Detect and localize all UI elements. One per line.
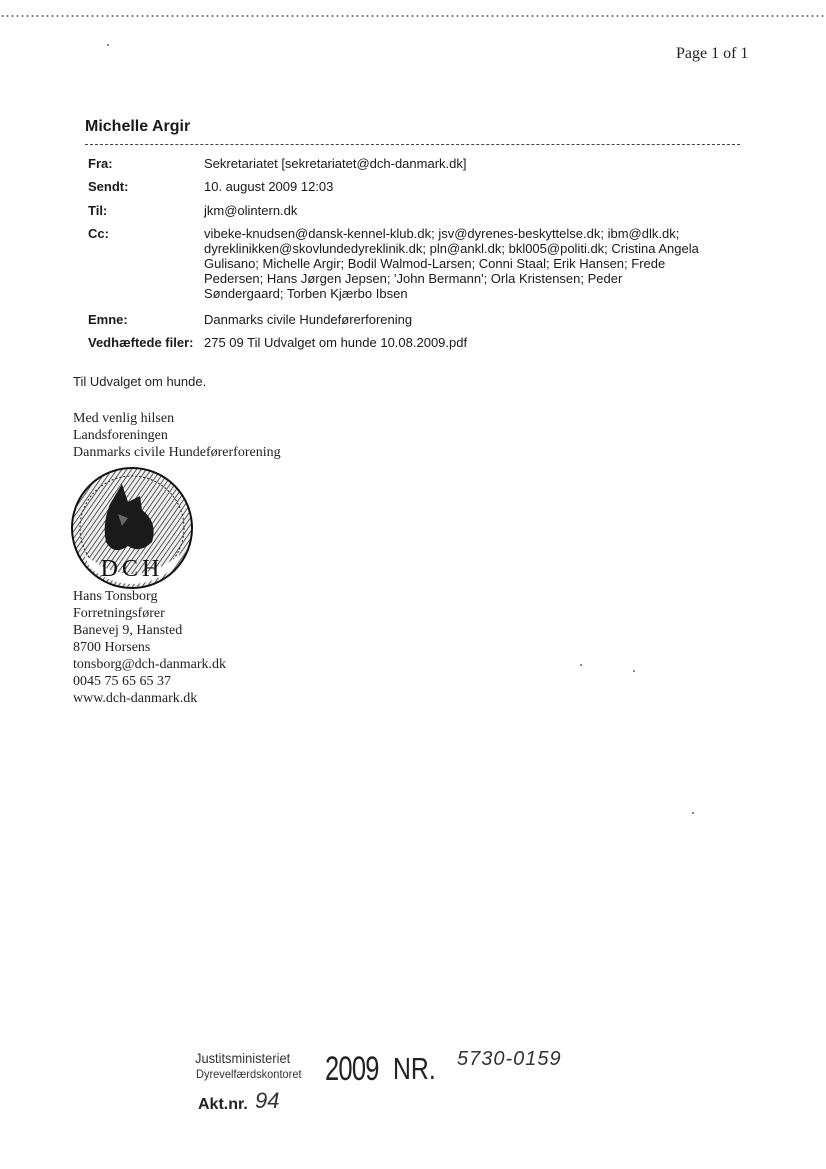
attachment-link[interactable]: 275 09 Til Udvalget om hunde 10.08.2009.pdf — [204, 335, 468, 350]
header-from-label: Fra: — [88, 156, 113, 171]
header-to-value: jkm@olintern.dk — [204, 203, 298, 218]
page-number: Page 1 of 1 — [676, 45, 749, 62]
greeting-line: Med venlig hilsen — [73, 411, 175, 426]
cc-line: dyreklinikken@skovlundedyreklinik.dk; pln@ankl.dk; bkl005@politi.dk; Cristina Angela — [204, 241, 699, 256]
scan-speck — [107, 44, 109, 46]
stamp-nr-label: NR. — [393, 1051, 436, 1086]
cc-line: Gulisano; Michelle Argir; Bodil Walmod-Larsen; Conni Staal; Erik Hansen; Frede — [204, 256, 666, 271]
cc-line: Pedersen; Hans Jørgen Jepsen; 'John Bermann'; Orla Kristensen; Peder — [204, 271, 623, 286]
header-subject-label: Emne: — [88, 312, 128, 327]
stamp-office: Dyrevelfærdskontoret — [196, 1067, 302, 1081]
header-sent-label: Sendt: — [88, 179, 129, 194]
stamp-journal-number: 5730-0159 — [457, 1048, 562, 1070]
contact-website[interactable]: www.dch-danmark.dk — [73, 691, 198, 706]
header-divider — [85, 144, 740, 147]
sender-name: Michelle Argir — [85, 118, 191, 135]
signature-contact — [73, 588, 226, 707]
scan-speck — [580, 664, 582, 666]
contact-phone: 0045 75 65 65 37 — [73, 674, 171, 689]
stamp-ministry: Justitsministeriet — [195, 1050, 291, 1066]
header-from-value: Sekretariatet [sekretariatet@dch-danmark.dk] — [204, 156, 467, 171]
header-sent-value: 10. august 2009 12:03 — [204, 179, 334, 194]
header-cc-label: Cc: — [88, 226, 109, 241]
greeting-line: Danmarks civile Hundeførerforening — [73, 445, 281, 460]
header-cc-value — [204, 226, 744, 301]
dch-logo — [70, 466, 195, 591]
contact-street: Banevej 9, Hansted — [73, 623, 183, 638]
header-attachments-label: Vedhæftede filer: — [88, 335, 194, 350]
contact-city: 8700 Horsens — [73, 640, 151, 655]
scan-top-edge — [0, 14, 826, 18]
contact-email[interactable]: tonsborg@dch-danmark.dk — [73, 657, 226, 672]
scan-speck — [692, 812, 694, 814]
ministry-stamp — [195, 1048, 595, 1128]
stamp-year: 2009 — [325, 1050, 379, 1088]
contact-name: Hans Tonsborg — [73, 589, 158, 604]
stamp-akt-number: 94 — [255, 1088, 280, 1113]
email-body: Til Udvalget om hunde. — [73, 374, 207, 389]
greeting-line: Landsforeningen — [73, 428, 168, 443]
header-subject-value: Danmarks civile Hundeførerforening — [204, 312, 413, 327]
signature-greeting — [73, 410, 281, 461]
cc-line: vibeke-knudsen@dansk-kennel-klub.dk; jsv@dyrenes-beskyttelse.dk; ibm@dlk.dk; — [204, 226, 680, 241]
stamp-akt-label: Akt.nr. — [198, 1096, 248, 1113]
logo-text: DCH — [100, 556, 164, 582]
cc-line: Søndergaard; Torben Kjærbo Ibsen — [204, 286, 408, 301]
header-to-label: Til: — [88, 203, 108, 218]
scan-speck — [633, 670, 635, 672]
contact-title: Forretningsfører — [73, 606, 165, 621]
